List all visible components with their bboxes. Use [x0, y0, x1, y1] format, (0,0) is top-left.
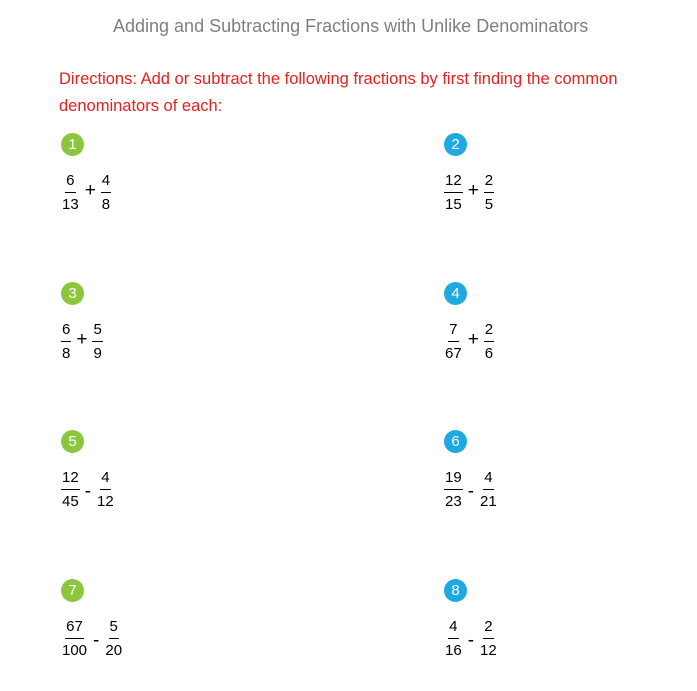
fraction-2: [480, 320, 498, 363]
fraction-expression: [57, 467, 119, 512]
denominator: 6: [484, 345, 494, 362]
denominator: 45: [62, 493, 79, 510]
worksheet-title: Adding and Subtracting Fractions with Unlike Denominators: [113, 16, 589, 36]
numerator: 6: [65, 171, 75, 193]
fraction-expression: [440, 319, 498, 364]
fraction-expression: [57, 170, 115, 215]
operator: +: [84, 180, 96, 201]
denominator: 16: [445, 642, 462, 659]
denominator: 5: [484, 196, 494, 213]
problem-8: [444, 579, 624, 679]
fraction-1: [57, 617, 92, 660]
operator: -: [84, 480, 92, 502]
problem-4: [444, 282, 624, 382]
fraction-1: [57, 320, 75, 363]
problem-number-badge: 8: [444, 579, 467, 602]
numerator: 4: [100, 468, 110, 490]
denominator: 15: [445, 196, 462, 213]
fraction-1: [440, 171, 467, 214]
denominator: 12: [97, 493, 114, 510]
problem-3: [61, 282, 241, 382]
fraction-2: [480, 171, 498, 214]
problem-5: [61, 430, 241, 530]
fraction-2: [97, 171, 115, 214]
problem-number-badge: 3: [61, 282, 84, 305]
numerator: 2: [483, 617, 493, 639]
denominator: 21: [480, 493, 497, 510]
operator: +: [467, 180, 479, 201]
fraction-2: [475, 468, 502, 511]
denominator: 8: [62, 345, 71, 362]
numerator: 7: [448, 320, 458, 342]
problem-number-badge: 7: [61, 579, 84, 602]
fraction-expression: [57, 616, 127, 661]
fraction-1: [440, 617, 467, 660]
fraction-1: [57, 468, 84, 511]
denominator: 20: [105, 642, 123, 659]
denominator: 23: [445, 493, 462, 510]
fraction-2: [475, 617, 502, 660]
problem-number-badge: 6: [444, 430, 467, 453]
numerator: 2: [484, 171, 494, 193]
fraction-1: [440, 468, 467, 511]
numerator: 5: [109, 617, 119, 639]
problem-2: [444, 133, 624, 233]
fraction-expression: [440, 616, 502, 661]
numerator: 4: [483, 468, 493, 490]
denominator: 8: [101, 196, 111, 213]
operator: -: [467, 480, 475, 502]
denominator: 12: [480, 642, 497, 659]
numerator: 67: [65, 617, 84, 639]
denominator: 67: [445, 345, 462, 362]
operator: +: [76, 329, 88, 350]
numerator: 12: [61, 468, 80, 490]
fraction-1: [440, 320, 467, 363]
denominator: 100: [62, 642, 88, 659]
operator: -: [93, 629, 100, 651]
fraction-2: [88, 320, 106, 363]
numerator: 19: [444, 468, 463, 490]
denominator: 9: [93, 345, 102, 362]
problem-number-badge: 1: [61, 133, 84, 156]
problem-1: [61, 133, 241, 233]
numerator: 5: [92, 320, 102, 342]
problem-number-badge: 2: [444, 133, 467, 156]
fraction-expression: [440, 467, 502, 512]
problem-6: [444, 430, 624, 530]
numerator: 2: [484, 320, 494, 342]
numerator: 4: [101, 171, 111, 193]
fraction-2: [100, 617, 127, 660]
operator: -: [467, 629, 475, 651]
problem-7: [61, 579, 241, 679]
directions-text: Directions: Add or subtract the following fractions by first finding the common denominators of each:: [59, 70, 618, 115]
problem-number-badge: 5: [61, 430, 84, 453]
fraction-1: [57, 171, 84, 214]
fraction-2: [92, 468, 119, 511]
fraction-expression: [57, 319, 107, 364]
problem-number-badge: 4: [444, 282, 467, 305]
fraction-expression: [440, 170, 498, 215]
numerator: 6: [61, 320, 71, 342]
numerator: 12: [444, 171, 463, 193]
numerator: 4: [448, 617, 458, 639]
operator: +: [467, 329, 479, 350]
denominator: 13: [62, 196, 79, 213]
